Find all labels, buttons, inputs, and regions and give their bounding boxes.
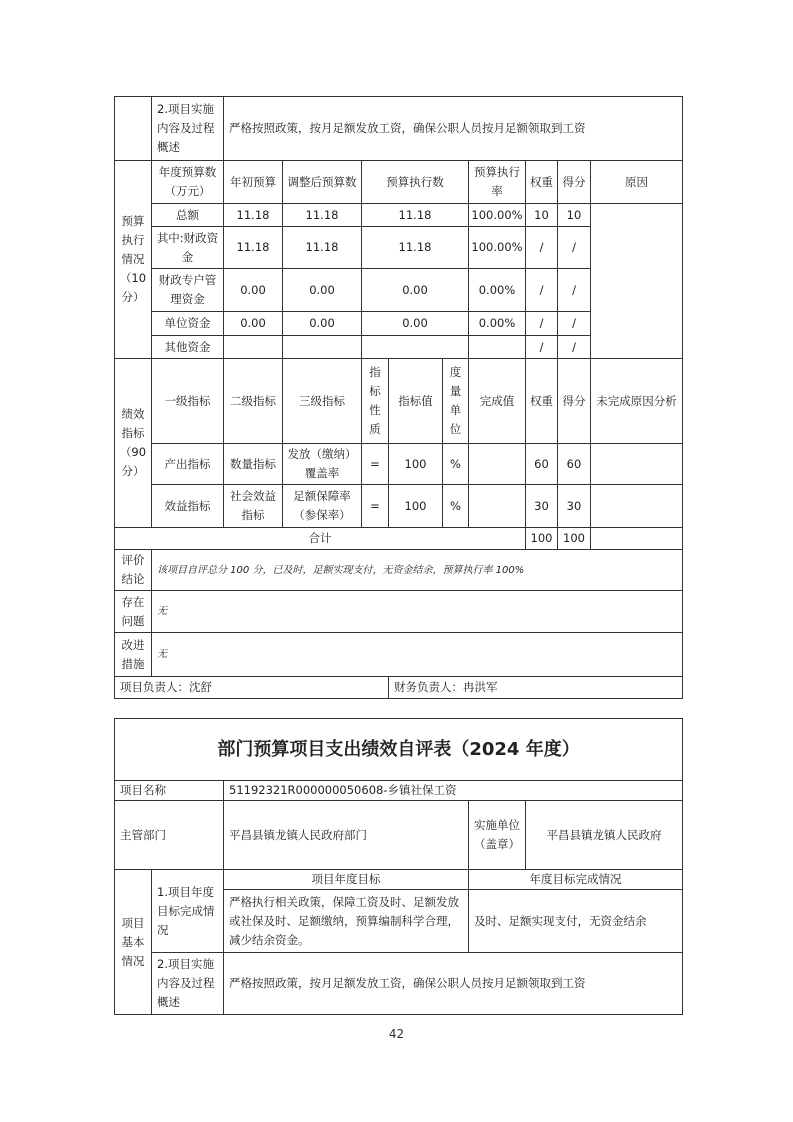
total-label: 合计 bbox=[115, 528, 526, 550]
goal-header-row bbox=[115, 870, 683, 890]
budget-adjusted: 0.00 bbox=[283, 269, 362, 312]
budget-initial: 11.18 bbox=[224, 204, 283, 227]
conclusion-text: 该项目自评总分 100 分，已及时，足额实现支付，无资金结余，预算执行率 100% bbox=[152, 550, 683, 591]
budget-header: 权重 bbox=[526, 161, 558, 204]
budget-initial: 11.18 bbox=[224, 227, 283, 269]
budget-weight: / bbox=[526, 269, 558, 312]
perf-row bbox=[115, 485, 683, 528]
title-row bbox=[115, 719, 683, 781]
perf-header: 权重 bbox=[526, 359, 558, 444]
budget-weight: / bbox=[526, 227, 558, 269]
budget-initial: 0.00 bbox=[224, 269, 283, 312]
budget-header: 调整后预算数 bbox=[283, 161, 362, 204]
perf-header: 得分 bbox=[558, 359, 591, 444]
perf-header: 完成值 bbox=[469, 359, 526, 444]
budget-executed: 0.00 bbox=[362, 269, 469, 312]
budget-executed: 0.00 bbox=[362, 312, 469, 336]
impl-label: 2.项目实施内容及过程概述 bbox=[152, 97, 224, 161]
budget-initial bbox=[224, 336, 283, 359]
project-name-row bbox=[115, 781, 683, 801]
budget-rate: 0.00% bbox=[469, 312, 526, 336]
total-row bbox=[115, 528, 683, 550]
unit-label: 实施单位（盖章） bbox=[469, 801, 526, 870]
budget-adjusted: 0.00 bbox=[283, 312, 362, 336]
evaluation-table-continued bbox=[114, 96, 683, 699]
budget-score: / bbox=[558, 269, 591, 312]
budget-section-label: 预算执行情况（10分） bbox=[115, 161, 152, 359]
table-title: 部门预算项目支出绩效自评表（2024 年度） bbox=[115, 719, 683, 781]
budget-adjusted bbox=[283, 336, 362, 359]
budget-weight: 10 bbox=[526, 204, 558, 227]
perf-header: 度量单位 bbox=[443, 359, 469, 444]
finance-lead: 财务负责人：冉洪军 bbox=[389, 677, 683, 699]
done-text: 及时、足额实现支付，无资金结余 bbox=[469, 890, 683, 953]
budget-header: 预算执行数 bbox=[362, 161, 469, 204]
goal-text: 严格执行相关政策，保障工资及时、足额发放或社保及时、足额缴纳，预算编制科学合理，减少结余资金。 bbox=[224, 890, 469, 953]
budget-score: 10 bbox=[558, 204, 591, 227]
budget-weight: / bbox=[526, 312, 558, 336]
budget-initial: 0.00 bbox=[224, 312, 283, 336]
conclusion-row bbox=[115, 550, 683, 591]
budget-row-name: 总额 bbox=[152, 204, 224, 227]
budget-score: / bbox=[558, 336, 591, 359]
done-header: 年度目标完成情况 bbox=[469, 870, 683, 890]
budget-row-name: 其他资金 bbox=[152, 336, 224, 359]
impl-text: 严格按照政策，按月足额发放工资，确保公职人员按月足额领取到工资 bbox=[224, 953, 683, 1015]
issues-row bbox=[115, 591, 683, 633]
perf-l3: 发放（缴纳）覆盖率 bbox=[283, 444, 362, 485]
department-label: 主管部门 bbox=[115, 801, 224, 870]
budget-reason bbox=[591, 204, 683, 359]
perf-value: 100 bbox=[389, 485, 443, 528]
project-name-label: 项目名称 bbox=[115, 781, 224, 801]
impl-row bbox=[115, 97, 683, 161]
budget-row-name: 财政专户管理资金 bbox=[152, 269, 224, 312]
improve-label: 改进措施 bbox=[115, 633, 152, 677]
basic-label: 项目基本情况 bbox=[115, 870, 152, 1015]
issues-text: 无 bbox=[152, 591, 683, 633]
perf-reason bbox=[591, 444, 683, 485]
perf-value: 100 bbox=[389, 444, 443, 485]
department-row bbox=[115, 801, 683, 870]
perf-header-row bbox=[115, 359, 683, 444]
budget-header-row bbox=[115, 161, 683, 204]
budget-adjusted: 11.18 bbox=[283, 227, 362, 269]
budget-executed: 11.18 bbox=[362, 204, 469, 227]
perf-unit: % bbox=[443, 485, 469, 528]
impl-row bbox=[115, 953, 683, 1015]
perf-score: 30 bbox=[558, 485, 591, 528]
budget-header: 得分 bbox=[558, 161, 591, 204]
total-reason bbox=[591, 528, 683, 550]
perf-header: 指标性质 bbox=[362, 359, 389, 444]
perf-done bbox=[469, 444, 526, 485]
perf-section-label: 绩效指标（90分） bbox=[115, 359, 152, 528]
perf-nature: = bbox=[362, 444, 389, 485]
perf-l1: 产出指标 bbox=[152, 444, 224, 485]
signature-row bbox=[115, 677, 683, 699]
evaluation-table bbox=[114, 718, 683, 1015]
budget-score: / bbox=[558, 312, 591, 336]
improve-row bbox=[115, 633, 683, 677]
perf-l3: 足额保障率（参保率） bbox=[283, 485, 362, 528]
page-number: 42 bbox=[388, 1027, 405, 1041]
budget-row-name: 单位资金 bbox=[152, 312, 224, 336]
project-lead: 项目负责人：沈舒 bbox=[115, 677, 389, 699]
budget-rate: 0.00% bbox=[469, 269, 526, 312]
perf-weight: 30 bbox=[526, 485, 558, 528]
blank-cell bbox=[115, 97, 152, 161]
perf-done bbox=[469, 485, 526, 528]
perf-l2: 数量指标 bbox=[224, 444, 283, 485]
budget-rate bbox=[469, 336, 526, 359]
department-value: 平昌县镇龙镇人民政府部门 bbox=[224, 801, 469, 870]
perf-nature: = bbox=[362, 485, 389, 528]
issues-label: 存在问题 bbox=[115, 591, 152, 633]
perf-row bbox=[115, 444, 683, 485]
perf-l1: 效益指标 bbox=[152, 485, 224, 528]
perf-header: 一级指标 bbox=[152, 359, 224, 444]
budget-rate: 100.00% bbox=[469, 204, 526, 227]
budget-header: 原因 bbox=[591, 161, 683, 204]
budget-adjusted: 11.18 bbox=[283, 204, 362, 227]
unit-value: 平昌县镇龙镇人民政府 bbox=[526, 801, 683, 870]
budget-header: 年初预算 bbox=[224, 161, 283, 204]
perf-weight: 60 bbox=[526, 444, 558, 485]
budget-row-name: 其中:财政资金 bbox=[152, 227, 224, 269]
budget-row bbox=[115, 204, 683, 227]
goal-label: 1.项目年度目标完成情况 bbox=[152, 870, 224, 953]
goal-header: 项目年度目标 bbox=[224, 870, 469, 890]
improve-text: 无 bbox=[152, 633, 683, 677]
budget-executed: 11.18 bbox=[362, 227, 469, 269]
perf-header: 未完成原因分析 bbox=[591, 359, 683, 444]
impl-label: 2.项目实施内容及过程概述 bbox=[152, 953, 224, 1015]
budget-rate: 100.00% bbox=[469, 227, 526, 269]
perf-header: 指标值 bbox=[389, 359, 443, 444]
conclusion-label: 评价结论 bbox=[115, 550, 152, 591]
total-score: 100 bbox=[558, 528, 591, 550]
project-name-value: 51192321R000000050608-乡镇社保工资 bbox=[224, 781, 683, 801]
budget-weight: / bbox=[526, 336, 558, 359]
perf-header: 三级指标 bbox=[283, 359, 362, 444]
perf-unit: % bbox=[443, 444, 469, 485]
budget-executed bbox=[362, 336, 469, 359]
impl-text: 严格按照政策，按月足额发放工资，确保公职人员按月足额领取到工资 bbox=[224, 97, 683, 161]
perf-header: 二级指标 bbox=[224, 359, 283, 444]
budget-header: 预算执行率 bbox=[469, 161, 526, 204]
total-weight: 100 bbox=[526, 528, 558, 550]
perf-l2: 社会效益指标 bbox=[224, 485, 283, 528]
perf-reason bbox=[591, 485, 683, 528]
budget-header: 年度预算数（万元） bbox=[152, 161, 224, 204]
perf-score: 60 bbox=[558, 444, 591, 485]
budget-score: / bbox=[558, 227, 591, 269]
